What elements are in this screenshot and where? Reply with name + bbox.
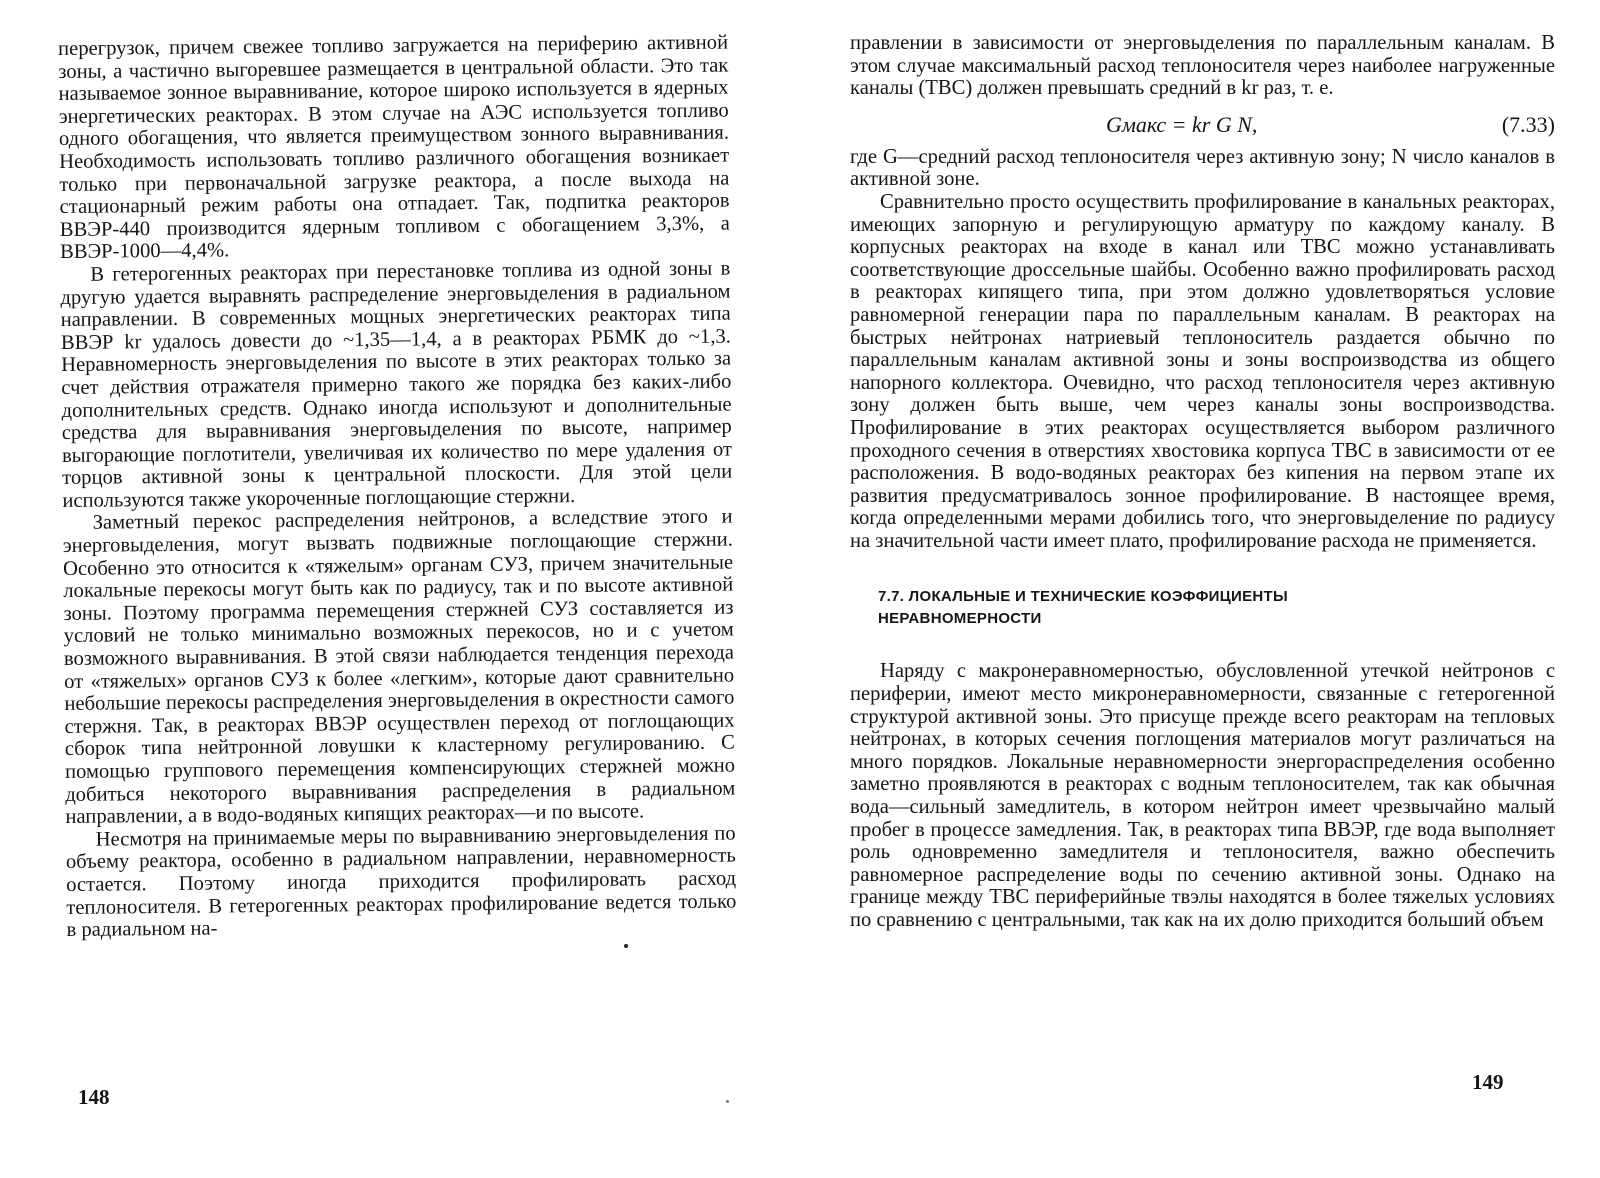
left-paragraph-4: Несмотря на принимаемые меры по выравниванию энерговыделения по объему реактора, особенно в радиальном направлении, неравномерность остается. Поэтому иногда приходится профилировать расход теплоносителя. В гетерогенных реакторах профилирование ведется только в радиальном на- — [65, 822, 737, 942]
page-number-right: 149 — [1472, 1070, 1504, 1094]
formula-7-33 — [850, 106, 1555, 144]
right-text-column — [850, 32, 1555, 932]
right-paragraph-top: правлении в зависимости от энерговыделения по параллельным каналам. В этом случае максимальный расход теплоносителя через наиболее нагруженные каналы (ТВС) должен превышать средний в kr раз, т. е. — [850, 32, 1555, 100]
left-paragraph-3: Заметный перекос распределения нейтронов, а вследствие этого и энерговыделения, могут вызвать подвижные поглощающие стержни. Особенно это относится к «тяжелым» органам СУЗ, причем значительные локальные перекосы могут быть как по радиусу, так и по высоте активной зоны. Поэтому программа перемещения стержней СУЗ составляется из условий не только минимально возможных перекосов, но и с учетом возможного выравнивания. В этой связи наблюдается тенденция перехода от «тяжелых» органов СУЗ к более «легким», которые дают сравнительно небольшие перекосы распределения энерговыделения в окрестности самого стержня. Так, в реакторах ВВЭР осуществлен переход от поглощающих сборок типа нейтронной ловушки к кластерному регулированию. С помощью группового перемещения компенсирующих стержней можно добиться некоторого выравнивания распределения в радиальном направлении, а в водо-водяных кипящих реакторах—и по высоте. — [62, 506, 736, 829]
left-paragraph-1: перегрузок, причем свежее топливо загружается на периферию активной зоны, а частично выгоревшее размещается в центральной области. Это так называемое зонное выравнивание, которое широко используется в ядерных энергетических реакторах. В этом случае на АЭС используется топливо одного обогащения, что является преимуществом зонного выравнивания. Необходимость использовать топливо различного обогащения возникает только при первоначальной загрузке реактора, а после выхода на стационарный режим работы она отпадает. Так, подпитка реакторов ВВЭР-440 производится ядерным топливом с обогащением 3,3%, а ВВЭР-1000—4,4%. — [58, 31, 730, 264]
page-number-left: 148 — [78, 1085, 110, 1109]
left-text-column — [58, 32, 737, 942]
formula-expression: Gмакс = kr G N, — [1106, 111, 1258, 137]
section-heading-line-2: НЕРАВНОМЕРНОСТИ — [878, 610, 1042, 628]
print-speck — [624, 944, 628, 948]
section-heading — [878, 586, 1555, 630]
print-speck — [726, 1100, 729, 1103]
section-heading-line-1: 7.7. ЛОКАЛЬНЫЕ И ТЕХНИЧЕСКИЕ КОЭФФИЦИЕНТЫ — [878, 588, 1288, 606]
right-paragraph-where: где G—средний расход теплоносителя через активную зону; N число каналов в активной зоне. — [850, 145, 1555, 191]
right-paragraph-section: Наряду с макронеравномерностью, обусловленной утечкой нейтронов с периферии, имеют место микронеравномерности, связанные с гетерогенной структурой активной зоны. Это присуще прежде всего реакторам на тепловых нейтронах, в которых сечения поглощения материалов могут различаться на много порядков. Локальные неравномерности энергораспределения особенно заметно проявляются в реакторах с водным теплоносителем, так как обычная вода—сильный замедлитель, в котором нейтрон имеет чрезвычайно малый пробег в процессе замедления. Так, в реакторах типа ВВЭР, где вода выполняет роль одновременно замедлителя и теплоносителя, важно обеспечить равномерное распределение воды по сечению активной зоны. Однако на границе между ТВС периферийные твэлы находятся в более тяжелых условиях по сравнению с центральными, так как на их долю приходится больший объем — [850, 660, 1555, 931]
formula-number: (7.33) — [1501, 111, 1555, 137]
right-paragraph-profiling: Сравнительно просто осуществить профилирование в канальных реакторах, имеющих запорную и регулирующую арматуру по каждому каналу. В корпусных реакторах на входе в канал или ТВС можно устанавливать соответствующие дроссельные шайбы. Особенно важно профилировать расход в реакторах кипящего типа, при этом должно удовлетворяться условие равномерной генерации пара по параллельным каналам. В реакторах на быстрых нейтронах натриевый теплоноситель раздается обычно по параллельным каналам активной зоны и зоны воспроизводства из общего напорного коллектора. Очевидно, что расход теплоносителя через активную зону должен быть выше, чем через каналы зоны воспроизводства. Профилирование в этих реакторах осуществляется выбором различного проходного сечения в отверстиях хвостовика корпуса ТВС в зависимости от ее расположения. В водо-водяных реакторах без кипения на первом этапе их развития предусматривалось зонное профилирование. В настоящее время, когда определенными мерами добились того, что энерговыделение по радиусу на значительной части имеет плато, профилирование расхода не применяется. — [850, 190, 1555, 552]
left-paragraph-2: В гетерогенных реакторах при перестановке топлива из одной зоны в другую удается выравнять распределение энерговыделения в радиальном направлении. В современных мощных энергетических реакторах типа ВВЭР kr удалось довести до ~1,35—1,4, а в реакторах РБМК до ~1,3. Неравномерность энерговыделения по высоте в этих реакторах только за счет действия отражателя примерно такого же порядка без каких-либо дополнительных средств. Однако иногда используют и дополнительные средства для выравнивания энерговыделения по высоте, например выгорающие поглотители, увеличивая их количество по мере удаления от торцов активной зоны к центральной плоскости. Для этой цели используются также укороченные поглощающие стержни. — [60, 257, 733, 512]
